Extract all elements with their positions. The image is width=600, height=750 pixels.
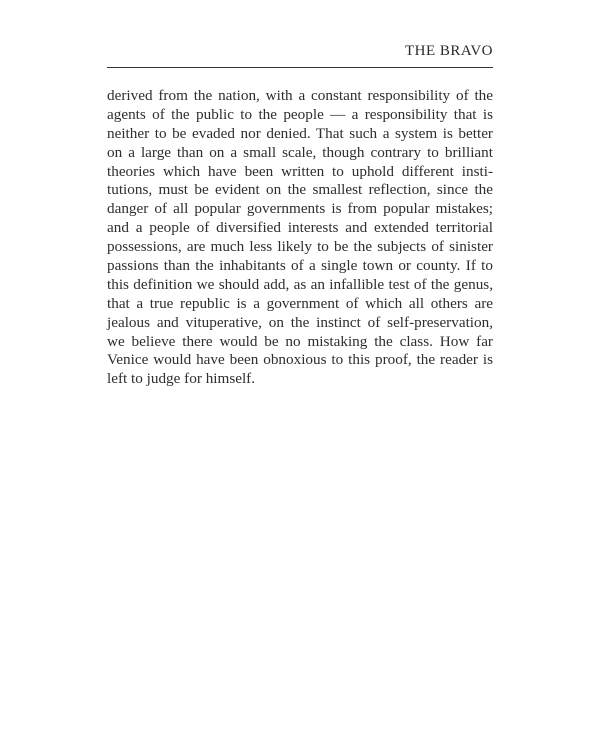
text-line: on a large than on a small scale, though contrary to brilliant <box>107 143 493 161</box>
text-line: and a people of diversified interests and extended territorial <box>107 219 493 237</box>
text-line: derived from the nation, with a constant responsibility of the <box>107 87 493 104</box>
text-line-last: left to judge for himself. <box>107 370 256 388</box>
text-line: tutions, must be evident on the smallest reflection, since the <box>107 181 493 199</box>
text-line: we believe there would be no mistaking the class. How far <box>107 332 493 350</box>
text-line: jealous and vituperative, on the instinct of self-preservation, <box>107 313 493 331</box>
running-header-title: THE BRAVO <box>405 43 493 59</box>
text-line: that a true republic is a government of which all others are <box>107 294 493 312</box>
text-line: danger of all popular governments is from popular mistakes; <box>107 200 493 218</box>
header-rule <box>107 67 493 68</box>
text-line: possessions, are much less likely to be the subjects of sinister <box>107 238 493 256</box>
text-line: theories which have been written to uphold different insti- <box>107 162 493 180</box>
text-line: passions than the inhabitants of a single town or county. If to <box>107 257 493 275</box>
text-line: this definition we should add, as an infallible test of the genus, <box>107 275 493 293</box>
text-line: agents of the public to the people — a responsibility that is <box>107 105 493 123</box>
body-paragraph <box>107 87 493 389</box>
text-line: neither to be evaded nor denied. That such a system is better <box>107 124 493 142</box>
text-line: Venice would have been obnoxious to this proof, the reader is <box>107 351 493 369</box>
